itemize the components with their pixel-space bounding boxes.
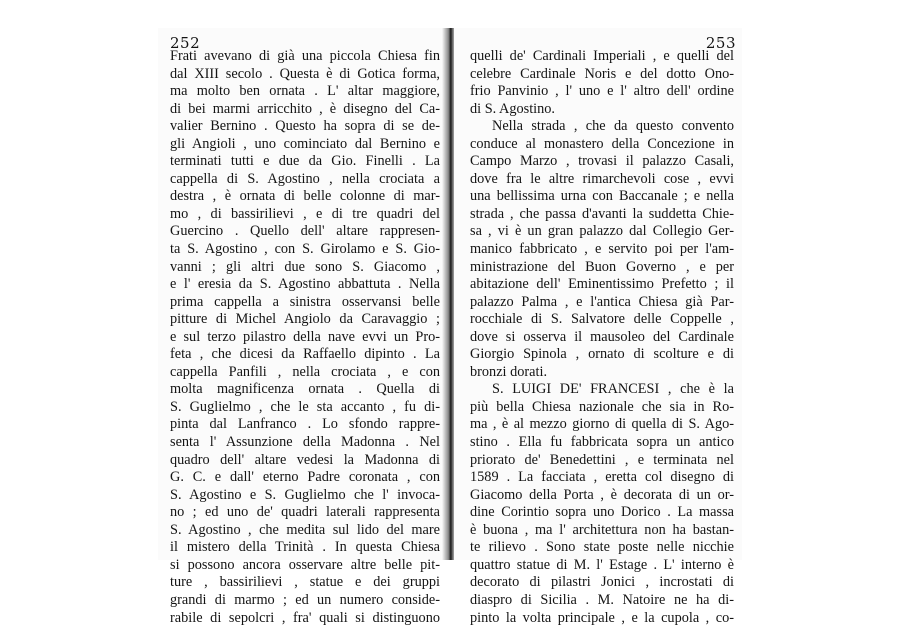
- text-line: frio Panvinio , l' uno e l' altro dell' ordine: [470, 83, 734, 101]
- right-page: [454, 28, 742, 560]
- text-line: valier Bernino . Questo ha sopra di se de-: [170, 118, 440, 136]
- text-line: di bei marmi arricchito , è disegno del Ca-: [170, 101, 440, 119]
- text-line: 1589 . La facciata , eretta col disegno di: [470, 469, 734, 487]
- text-line: dove si osserva il mausoleo del Cardinale: [470, 329, 734, 347]
- text-line: quattro statue di M. l' Estage . L' interno è: [470, 557, 734, 575]
- text-line: ministrazione del Buon Governo , e per: [470, 259, 734, 277]
- text-line: prima cappella a sinistra osservansi belle: [170, 294, 440, 312]
- text-line: te rilievo . Sono state poste nelle nicchie: [470, 539, 734, 557]
- text-line: celebre Cardinale Noris e del dotto Ono-: [470, 66, 734, 84]
- text-line: rocchiale di S. Salvatore delle Coppelle ,: [470, 311, 734, 329]
- text-line: quelli de' Cardinali Imperiali , e quelli del: [470, 48, 734, 66]
- text-line: ma , è al mezzo giorno di quella di S. Ago-: [470, 416, 734, 434]
- left-page-text: [170, 48, 440, 627]
- text-line: manico fabbricato , e servito poi per l'am-: [470, 241, 734, 259]
- text-line: dine Corintio sopra uno Dorico . La massa: [470, 504, 734, 522]
- text-line: pitture di Michel Angiolo da Caravaggio ;: [170, 311, 440, 329]
- text-line: di S. Agostino.: [470, 101, 734, 119]
- text-line: conduce al monastero della Concezione in: [470, 136, 734, 154]
- text-line: vanni ; gli altri due sono S. Giacomo ,: [170, 259, 440, 277]
- text-line: e l' eresia da S. Agostino abbattuta . Nella: [170, 276, 440, 294]
- text-line: mo , di bassirilievi , e di tre quadri del: [170, 206, 440, 224]
- text-line: S. Guglielmo , che le sta accanto , fu di-: [170, 399, 440, 417]
- text-line: cappella di S. Agostino , nella crociata a: [170, 171, 440, 189]
- text-line: sa , vi è un gran palazzo dal Collegio Ger-: [470, 223, 734, 241]
- text-line: destra , è ornata di belle colonne di mar-: [170, 188, 440, 206]
- text-line: si possono ancora osservare altre belle pit-: [170, 557, 440, 575]
- text-line: dal XIII secolo . Questa è di Gotica forma,: [170, 66, 440, 84]
- text-line: ma molto ben ornata . L' altar maggiore,: [170, 83, 440, 101]
- text-line: Campo Marzo , trovasi il palazzo Casali,: [470, 153, 734, 171]
- text-line: Giorgio Spinola , ornato di scolture e di: [470, 346, 734, 364]
- text-line: pinta dal Lanfranco . Lo sfondo rappre-: [170, 416, 440, 434]
- text-line: priorato de' Benedettini , e terminata nel: [470, 452, 734, 470]
- text-line: Frati avevano di già una piccola Chiesa fin: [170, 48, 440, 66]
- text-line: S. Agostino , che medita sul lido del mare: [170, 522, 440, 540]
- text-line: cappella Panfili , nella crociata , e con: [170, 364, 440, 382]
- text-line: è buona , ma l' architettura non ha bastan-: [470, 522, 734, 540]
- text-line: ta S. Agostino , con S. Girolamo e S. Gio-: [170, 241, 440, 259]
- text-line: pinto la volta principale , e la cupola , co-: [470, 610, 734, 627]
- text-line: Guercino . Quello dell' altare rappresen-: [170, 223, 440, 241]
- text-line: strada , che passa d'avanti la suddetta Chie-: [470, 206, 734, 224]
- text-line: no ; ed uno de' quadri laterali rappresenta: [170, 504, 440, 522]
- left-page-number: 252: [170, 34, 200, 52]
- text-line: una bellissima urna con Baccanale ; e nella: [470, 188, 734, 206]
- text-line: Giacomo della Porta , è decorata di un or-: [470, 487, 734, 505]
- left-page: [158, 28, 446, 560]
- text-line: diaspro di Sicilia . M. Natoire ne ha di-: [470, 592, 734, 610]
- text-line: molta magnificenza ornata . Quella di: [170, 381, 440, 399]
- right-page-text: [470, 48, 734, 627]
- text-line: bronzi dorati.: [470, 364, 734, 382]
- text-line: Nella strada , che da questo convento: [470, 118, 734, 136]
- text-line: rabile di sepolcri , fra' quali si distinguono: [170, 610, 440, 627]
- text-line: ture , bassirilievi , statue e dei gruppi: [170, 574, 440, 592]
- text-line: il mistero della Trinità . In questa Chiesa: [170, 539, 440, 557]
- text-line: più bella Chiesa nazionale che sia in Ro-: [470, 399, 734, 417]
- text-line: S. LUIGI DE' FRANCESI , che è la: [470, 381, 734, 399]
- text-line: quadro dell' altare vedesi la Madonna di: [170, 452, 440, 470]
- text-line: decorato di pilastri Jonici , incrostati di: [470, 574, 734, 592]
- text-line: palazzo Palma , e l'antica Chiesa già Par-: [470, 294, 734, 312]
- text-line: e sul terzo pilastro della nave evvi un Pro-: [170, 329, 440, 347]
- text-line: gli Angioli , uno cominciato dal Bernino e: [170, 136, 440, 154]
- text-line: senta l' Assunzione della Madonna . Nel: [170, 434, 440, 452]
- text-line: dove fra le altre rimarchevoli cose , evvi: [470, 171, 734, 189]
- text-line: feta , che dicesi da Raffaello dipinto . La: [170, 346, 440, 364]
- book-spread: [158, 28, 742, 560]
- text-line: G. C. e dall' eterno Padre coronata , con: [170, 469, 440, 487]
- text-line: abitazione dell' Eminentissimo Prefetto ; il: [470, 276, 734, 294]
- text-line: terminati tutti e due da Gio. Finelli . La: [170, 153, 440, 171]
- text-line: grandi di marmo ; ed un numero conside-: [170, 592, 440, 610]
- text-line: stino . Ella fu fabbricata sopra un antico: [470, 434, 734, 452]
- right-page-number: 253: [706, 34, 736, 52]
- text-line: S. Agostino e S. Guglielmo che l' invoca-: [170, 487, 440, 505]
